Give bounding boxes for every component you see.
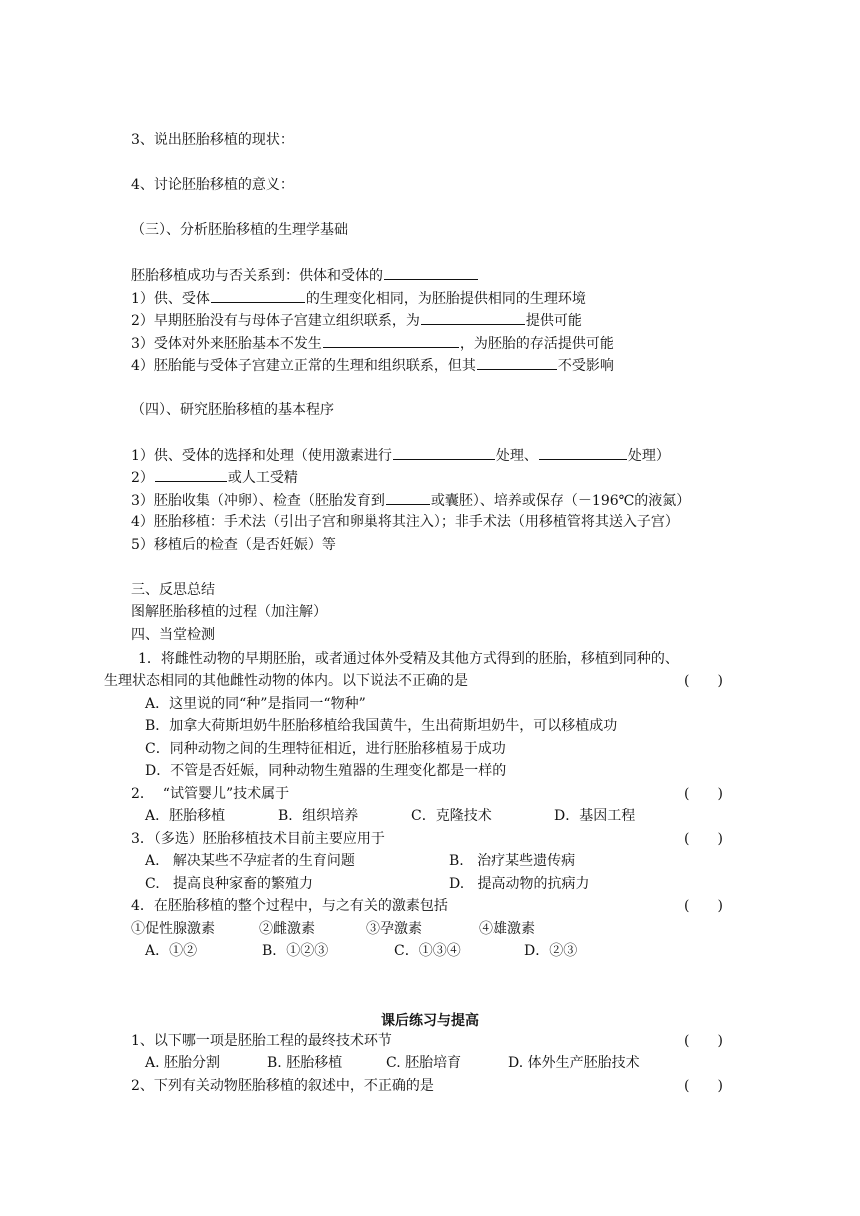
q3-option-c: C. 提高良种家畜的繁殖力 (145, 876, 314, 892)
q4-item-3: ③孕激素 (366, 921, 422, 937)
q4-option-a: A．①② (145, 943, 198, 959)
blank-7 (539, 445, 627, 460)
section-4-text: 4、讨论胚胎移植的意义： (131, 177, 294, 193)
q2-stem: 2． “试管婴儿”技术属于 (131, 786, 290, 802)
heading-4: （四）、研究胚胎移植的基本程序 (131, 402, 334, 418)
hw-q2-answer-blank: ( ) (684, 1078, 723, 1094)
proc-2: 2） 或人工受精 (131, 467, 298, 488)
q2-option-b: B．组织培养 (278, 808, 359, 824)
q4-option-d: D．②③ (524, 943, 578, 959)
q2-answer-blank: ( ) (684, 786, 723, 802)
blank-2 (211, 288, 305, 303)
q3-stem: 3．（多选）胚胎移植技术目前主要应用于 (131, 831, 385, 847)
proc-5: 5）移植后的检查（是否妊娠）等 (131, 537, 336, 553)
section-3-text: 3、说出胚胎移植的现状： (131, 132, 294, 148)
blank-4 (323, 333, 459, 348)
q4-item-4: ④雄激素 (479, 921, 535, 937)
blank-3 (421, 310, 525, 325)
blank-6 (393, 445, 495, 460)
hw-q1-option-d: D. 体外生产胚胎技术 (508, 1055, 640, 1071)
hw-q1-stem: 1、以下哪一项是胚胎工程的最终技术环节 (131, 1033, 392, 1049)
q1-answer-blank: ( ) (684, 673, 723, 689)
q3-option-b: B. 治疗某些遗传病 (449, 853, 576, 869)
q2-option-c: C．克隆技术 (411, 808, 492, 824)
q4-stem: 4．在胚胎移植的整个过程中，与之有关的激素包括 (131, 898, 448, 914)
item-4: 4）胚胎能与受体子宫建立正常的生理和组织联系，但其 不受影响 (131, 355, 614, 376)
q1-line2: 生理状态相同的其他雌性动物的体内。以下说法不正确的是 (104, 673, 468, 689)
item-3: 3）受体对外来胚胎基本不发生 ，为胚胎的存活提供可能 (131, 333, 614, 354)
hw-q1-option-a: A. 胚胎分割 (145, 1055, 221, 1071)
q1-option-a: A．这里说的同“种”是指同一“物种” (145, 696, 366, 712)
q2-option-d: D．基因工程 (554, 808, 636, 824)
proc-1: 1）供、受体的选择和处理（使用激素进行 处理、 处理） (131, 445, 670, 466)
homework-title: 课后练习与提高 (381, 1013, 479, 1029)
item-1: 1）供、受体 的生理变化相同，为胚胎提供相同的生理环境 (131, 288, 586, 309)
q4-option-c: C．①③④ (394, 943, 461, 959)
test-heading: 四、当堂检测 (131, 627, 215, 643)
q3-option-d: D. 提高动物的抗病力 (449, 876, 590, 892)
hw-q1-answer-blank: ( ) (684, 1033, 723, 1049)
q3-answer-blank: ( ) (684, 831, 723, 847)
q3-option-a: A. 解决某些不孕症者的生育问题 (145, 853, 355, 869)
blank-9 (386, 490, 430, 505)
q2-option-a: A．胚胎移植 (145, 808, 226, 824)
q4-option-b: B．①②③ (262, 943, 329, 959)
reflection-text: 图解胚胎移植的过程（加注解） (131, 604, 327, 620)
reflection-heading: 三、反思总结 (131, 582, 215, 598)
q4-answer-blank: ( ) (684, 898, 723, 914)
proc-4: 4）胚胎移植：手术法（引出子宫和卵巢将其注入）；非手术法（用移植管将其送入子宫） (131, 514, 679, 530)
q1-option-b: B．加拿大荷斯坦奶牛胚胎移植给我国黄牛，生出荷斯坦奶牛，可以移植成功 (145, 718, 618, 734)
intro-line: 胚胎移植成功与否关系到：供体和受体的 (131, 265, 479, 286)
hw-q2-stem: 2、下列有关动物胚胎移植的叙述中，不正确的是 (131, 1078, 434, 1094)
q1-option-c: C．同种动物之间的生理特征相近，进行胚胎移植易于成功 (145, 741, 506, 757)
blank-5 (477, 355, 557, 370)
hw-q1-option-b: B. 胚胎移植 (267, 1055, 343, 1071)
blank-1 (384, 265, 478, 280)
q4-item-2: ②雌激素 (259, 921, 315, 937)
hw-q1-option-c: C. 胚胎培育 (386, 1055, 462, 1071)
heading-3: （三）、分析胚胎移植的生理学基础 (131, 222, 348, 238)
q1-option-d: D．不管是否妊娠，同种动物生殖器的生理变化都是一样的 (145, 763, 507, 779)
item-2: 2）早期胚胎没有与母体子宫建立组织联系，为 提供可能 (131, 310, 582, 331)
q4-item-1: ①促性腺激素 (131, 921, 215, 937)
q1-line1: 1．将雌性动物的早期胚胎，或者通过体外受精及其他方式得到的胚胎，移植到同种的、 (138, 651, 679, 667)
blank-8 (155, 467, 227, 482)
proc-3: 3）胚胎收集（冲卵）、检查（胚胎发育到 或囊胚）、培养或保存（－196℃的液氮） (131, 490, 690, 511)
